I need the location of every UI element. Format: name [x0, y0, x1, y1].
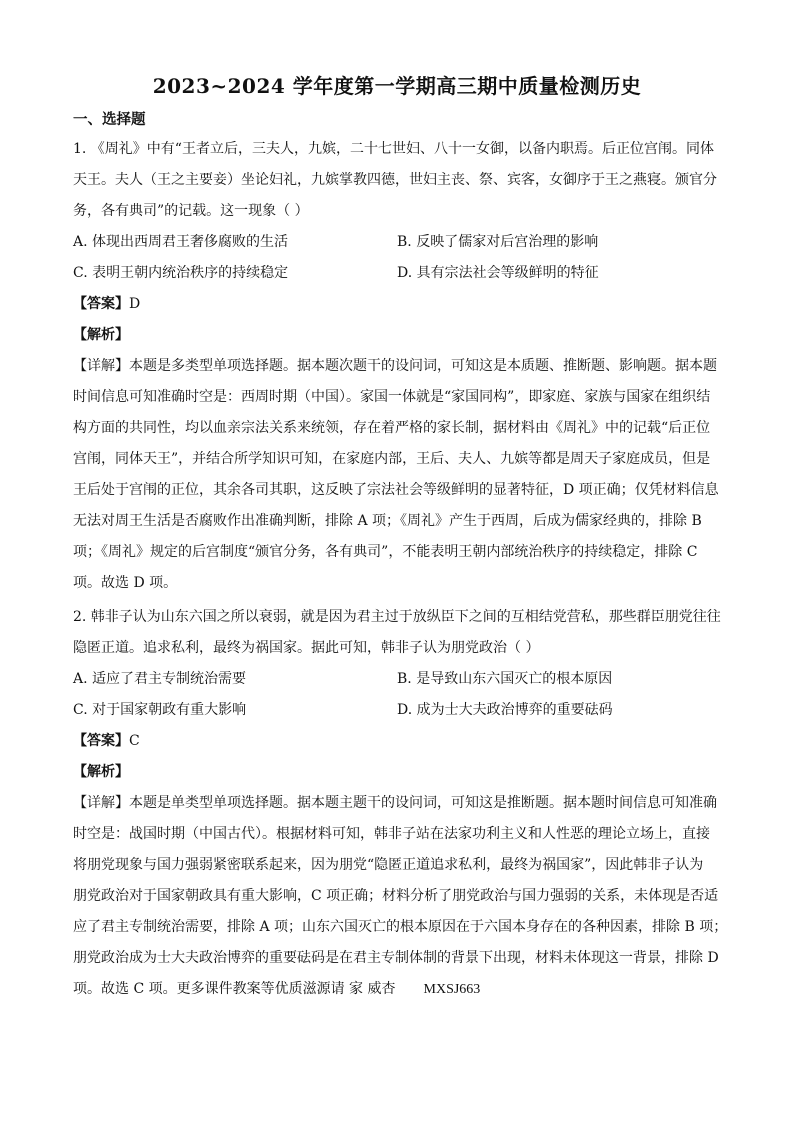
option-b: B. 反映了儒家对后宫治理的影响	[397, 234, 599, 250]
question-2-options	[73, 664, 723, 726]
question-2-analysis-label: 【解析】	[73, 764, 129, 780]
detail-line: 朋党政治成为士大夫政治博弈的重要砝码是在君主专制体制的背景下出现，材料未体现这一背景，排除 D	[73, 950, 719, 966]
detail-line: 【详解】本题是多类型单项选择题。据本题次题干的设问词，可知这是本质题、推断题、影响题。据本题	[73, 358, 717, 374]
question-1-answer	[73, 289, 140, 320]
option-c: C. 表明王朝内统治秩序的持续稳定	[73, 265, 289, 281]
section-heading: 一、选择题	[73, 111, 146, 128]
detail-line: 时空是：战国时期（中国古代）。根据材料可知，韩非子站在法家功利主义和人性恶的理论立场上，直接	[73, 826, 710, 842]
detail-line: 将朋党现象与国力强弱紧密联系起来，因为朋党“隐匿正道追求私利，最终为祸国家”，因此韩非子认为	[73, 857, 704, 873]
detail-line: 构方面的共同性，均以血亲宗法关系来统领，存在着严格的家长制，据材料由《周礼》中的记载“后正位	[73, 420, 711, 436]
question-1-options	[73, 227, 723, 289]
answer-value: D	[129, 296, 141, 312]
question-1-line: 务，各有典司”的记载。这一现象（ ）	[73, 203, 309, 219]
question-2-line: 隐匿正道。追求私利，最终为祸国家。据此可知，韩非子认为朋党政治（ ）	[73, 640, 540, 656]
detail-line: 朋党政治对于国家朝政具有重大影响，C 项正确；材料分析了朋党政治与国力强弱的关系，未体现是否适	[73, 888, 719, 904]
page-title: 2023~2024 学年度第一学期高三期中质量检测历史	[152, 74, 642, 98]
answer-value: C	[129, 733, 140, 749]
detail-line: 项。故选 D 项。	[73, 575, 178, 591]
question-1-line: 1. 《周礼》中有“王者立后，三夫人，九嫔，二十七世妇、八十一女御，以备内职焉。后正位宫闱。同体	[73, 141, 714, 157]
detail-last-line: 项。故选 C 项。更多课件教案等优质滋源请 家 威杏 MXSJ663	[73, 981, 481, 997]
detail-line: 时间信息可知准确时空是：西周时期（中国）。家国一体就是“家国同构”，即家庭、家族与国家在组织结	[73, 389, 711, 405]
option-d: D. 具有宗法社会等级鲜明的特征	[397, 265, 599, 281]
option-b: B. 是导致山东六国灭亡的根本原因	[397, 671, 613, 687]
detail-line: 宫闱，同体天王”，并结合所学知识可知，在家庭内部，王后、夫人、九嫔等都是周天子家庭成员，但是	[73, 451, 711, 467]
option-c: C. 对于国家朝政有重大影响	[73, 702, 247, 718]
watermark-code: MXSJ663	[423, 982, 481, 997]
question-2-line: 2. 韩非子认为山东六国之所以衰弱，就是因为君主过于放纵臣下之间的互相结党营私，那些群臣朋党往往	[73, 609, 721, 625]
option-a: A. 适应了君主专制统治需要	[73, 671, 247, 687]
question-2-detail	[73, 788, 728, 1005]
detail-line: 无法对周王生活是否腐败作出准确判断，排除 A 项；《周礼》产生于西周，后成为儒家经典的，排除 B	[73, 513, 702, 529]
question-1-detail	[73, 351, 723, 599]
question-1-line: 天王。夫人（王之主要妾）坐论妇礼，九嫔掌教四德，世妇主丧、祭、宾客，女御序于王之燕寝。颁官分	[73, 172, 717, 188]
question-1-stem	[73, 134, 723, 227]
detail-line: 王后处于宫闱的正位，其余各司其职，这反映了宗法社会等级鲜明的显著特征，D 项正确；仅凭材料信息	[73, 482, 719, 498]
question-2-answer	[73, 726, 140, 757]
question-2-stem	[73, 602, 723, 664]
detail-line: 应了君主专制统治需要，排除 A 项；山东六国灭亡的根本原因在于六国本身存在的各种因素，排除 B 项；	[73, 919, 728, 935]
answer-label: 【答案】	[73, 296, 129, 312]
option-a: A. 体现出西周君王奢侈腐败的生活	[73, 234, 289, 250]
answer-label: 【答案】	[73, 733, 129, 749]
detail-line: 项；《周礼》规定的后宫制度“颁官分务，各有典司”，不能表明王朝内部统治秩序的持续稳定，排除 C	[73, 544, 698, 560]
option-d: D. 成为士大夫政治博弈的重要砝码	[397, 702, 613, 718]
detail-line: 【详解】本题是单类型单项选择题。据本题主题干的设问词，可知这是推断题。据本题时间信息可知准确	[73, 795, 717, 811]
question-1-analysis-label: 【解析】	[73, 327, 129, 343]
